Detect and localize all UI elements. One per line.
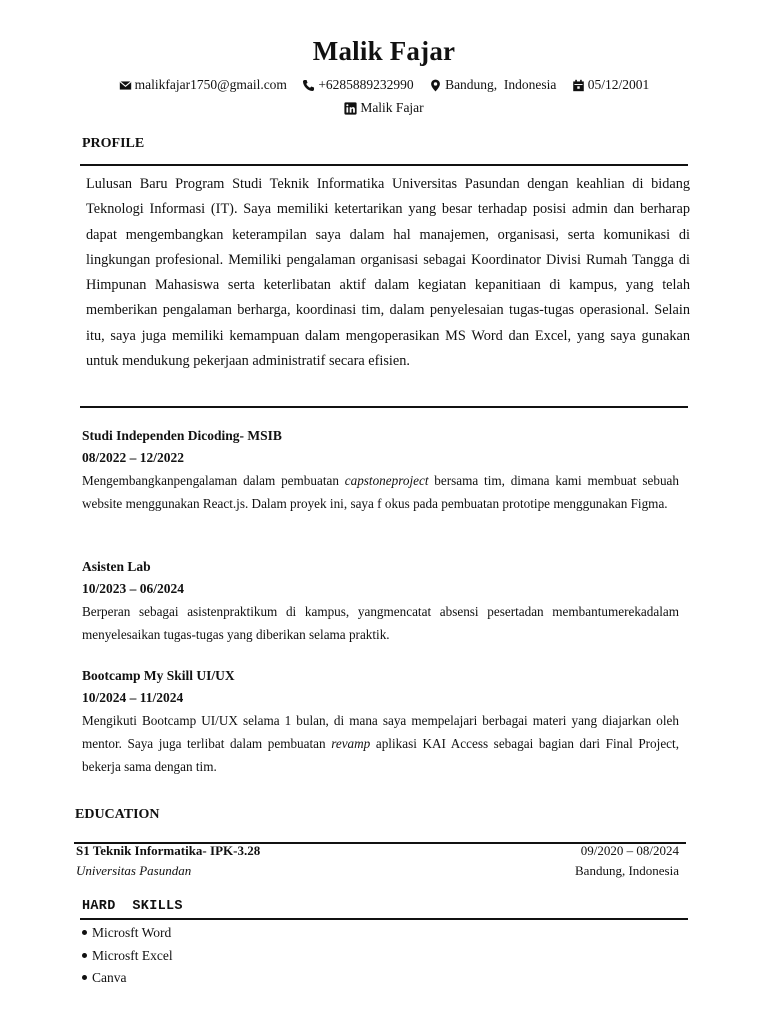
contact-row bbox=[0, 77, 768, 96]
candidate-name: Malik Fajar bbox=[312, 36, 456, 66]
list-item bbox=[82, 945, 173, 968]
experience-item bbox=[82, 425, 679, 515]
email-contact[interactable] bbox=[119, 77, 287, 93]
birthdate-contact bbox=[572, 77, 650, 93]
skills-list bbox=[82, 922, 173, 990]
education-period: 09/2020 – 08/2024 bbox=[580, 843, 679, 858]
experience-desc-part: aplikasi KAI Access sebagai bagian dari Final Project, bekerja sama dengan tim. bbox=[82, 736, 679, 774]
phone-text: +6285889232990 bbox=[318, 77, 414, 92]
location-contact bbox=[429, 77, 556, 93]
experience-desc-part: Mengembangkanpengalaman dalam pembuatan bbox=[82, 473, 345, 488]
experience-date: 10/2024 – 11/2024 bbox=[82, 690, 184, 705]
skills-heading: HARD SKILLS bbox=[82, 899, 183, 914]
bullet-icon bbox=[82, 975, 87, 980]
experience-description bbox=[82, 600, 679, 646]
experience-description bbox=[82, 709, 679, 778]
bullet-icon bbox=[82, 930, 87, 935]
experience-date: 10/2023 – 06/2024 bbox=[82, 581, 185, 596]
contact-row-linkedin bbox=[0, 100, 768, 119]
profile-heading: PROFILE bbox=[82, 136, 145, 151]
linkedin-icon bbox=[344, 102, 357, 115]
experience-desc-emphasis: revamp bbox=[331, 736, 371, 751]
list-item bbox=[82, 922, 173, 945]
linkedin-contact[interactable] bbox=[344, 100, 423, 116]
phone-contact[interactable] bbox=[302, 77, 413, 93]
experience-title: Studi Independen Dicoding- MSIB bbox=[82, 428, 282, 443]
experience-desc-emphasis: capstoneproject bbox=[344, 473, 429, 488]
envelope-icon bbox=[119, 79, 132, 92]
linkedin-text: Malik Fajar bbox=[360, 100, 424, 115]
skills-divider bbox=[80, 918, 688, 920]
experience-desc-part: Mengikuti Bootcamp UI/UX selama 1 bulan, di mana saya mempelajari berbagai materi yang diajarkan oleh mentor. Saya juga terlibat dalam pembuatan bbox=[82, 713, 679, 751]
skill-label: Microsft Excel bbox=[92, 947, 173, 963]
experience-title: Asisten Lab bbox=[82, 559, 151, 574]
experience-date: 08/2022 – 12/2022 bbox=[82, 450, 185, 465]
map-pin-icon bbox=[429, 79, 442, 92]
education-school: Universitas Pasundan bbox=[76, 863, 192, 878]
experience-desc-part: Berperan sebagai asistenpraktikum di kampus, yangmencatat absensi pesertadan membantumerekadalam menyelesaikan tugas-tugas yang diberikan selama praktik. bbox=[82, 604, 679, 642]
profile-top-divider bbox=[80, 164, 688, 166]
birthdate-text: 05/12/2001 bbox=[587, 77, 650, 92]
list-item bbox=[82, 967, 173, 990]
experience-item bbox=[82, 556, 679, 646]
experience-desc-part: bersama tim, dimana kami membuat sebuah website menggunakan React.js. Dalam proyek ini, saya f okus pada pembuatan prototipe menggunakan Figma. bbox=[82, 473, 679, 511]
skill-label: Canva bbox=[92, 970, 127, 985]
education-place: Bandung, Indonesia bbox=[575, 863, 679, 878]
phone-icon bbox=[302, 79, 315, 92]
profile-summary: Lulusan Baru Program Studi Teknik Informatika Universitas Pasundan dengan keahlian di bidang Teknologi Informasi (IT). Saya memiliki ketertarikan yang besar terhadap posisi admin dan berharap dapat mengembangkan keterampilan saya dalam hal manajemen, organisasi, serta komunikasi di lingkungan profesional. Memiliki pengalaman organisasi sebagai Koordinator Divisi Rumah Tangga di Himpunan Mahasiswa serta keterlibatan aktif dalam kegiatan kepanitiaan di kampus, yang telah memberikan pengalaman berharga, koordinasi tim, dalam penyelesaian tugas-tugas operasional. Selain itu, saya juga memiliki kemampuan dalam mengoperasikan MS Word dan Excel, yang saya gunakan untuk mendukung pekerjaan administratif secara efisien. bbox=[86, 176, 690, 370]
calendar-icon bbox=[572, 79, 585, 92]
experience-title: Bootcamp My Skill UI/UX bbox=[82, 668, 235, 683]
education-heading: EDUCATION bbox=[75, 807, 160, 822]
bullet-icon bbox=[82, 953, 87, 958]
experience-description bbox=[82, 469, 679, 515]
experience-item bbox=[82, 665, 679, 778]
skill-label: Microsft Word bbox=[92, 925, 172, 940]
email-text: malikfajar1750@gmail.com bbox=[134, 77, 287, 92]
education-degree: S1 Teknik Informatika- IPK-3.28 bbox=[76, 843, 261, 858]
location-text: Bandung, Indonesia bbox=[445, 77, 557, 92]
profile-bottom-divider bbox=[80, 406, 688, 408]
